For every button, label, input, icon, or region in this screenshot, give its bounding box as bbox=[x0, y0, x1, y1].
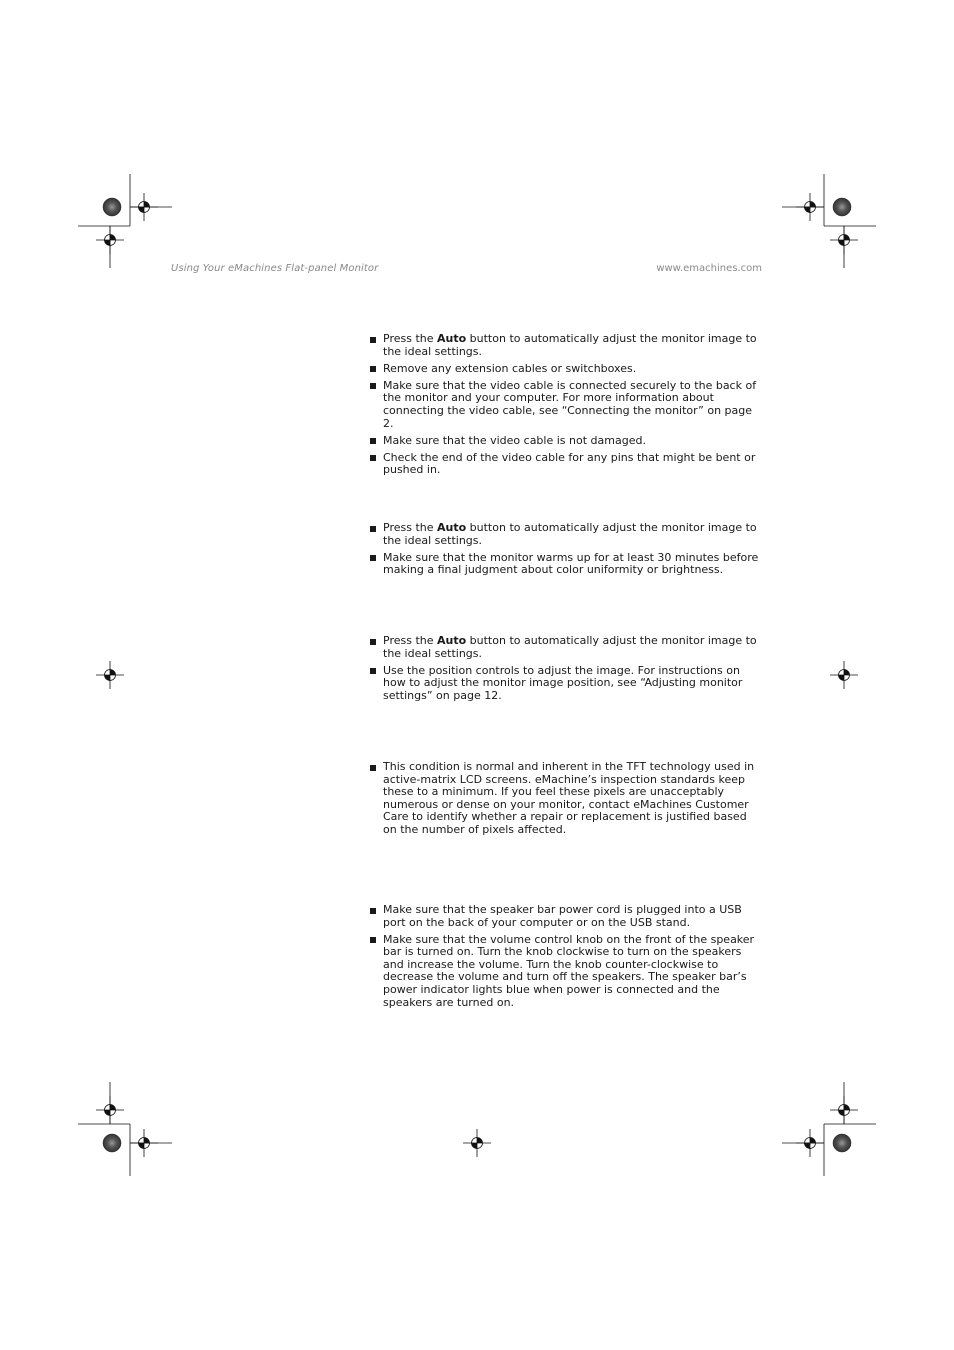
bullet-list-1 bbox=[370, 333, 763, 481]
list-item: Make sure that the video cable is not damaged. bbox=[370, 435, 763, 448]
bullet-square-icon bbox=[370, 438, 376, 444]
list-item: Press the Auto button to automatically adjust the monitor image to the ideal settings. bbox=[370, 333, 763, 358]
bullet-square-icon bbox=[370, 383, 376, 389]
bullet-square-icon bbox=[370, 639, 376, 645]
bullet-square-icon bbox=[370, 765, 376, 771]
crop-mark-bottom-left bbox=[78, 1082, 172, 1176]
bullet-list-3 bbox=[370, 635, 763, 707]
running-header-url: www.emachines.com bbox=[656, 263, 762, 274]
list-item: This condition is normal and inherent in the TFT technology used in active-matrix LCD screens. eMachine’s inspection standards keep these to a minimum. If you feel these pixels are unacceptably numerous or dense on your monitor, contact eMachines Customer Care to identify whether a repair or replacement is justified based on the number of pixels affected. bbox=[370, 761, 763, 837]
list-item: Remove any extension cables or switchboxes. bbox=[370, 363, 763, 376]
list-item: Make sure that the video cable is connected securely to the back of the monitor and your computer. For more information about connecting the video cable, see “Connecting the monitor” on page 2. bbox=[370, 380, 763, 430]
list-item: Make sure that the volume control knob on the front of the speaker bar is turned on. Turn the knob clockwise to turn on the speakers and increase the volume. Turn the knob counter-clockwise to decrease the volume and turn off the speakers. The speaker bar’s power indicator lights blue when power is connected and the speakers are turned on. bbox=[370, 934, 763, 1010]
registration-mark-bottom bbox=[463, 1129, 491, 1157]
bullet-square-icon bbox=[370, 908, 376, 914]
registration-mark-left bbox=[96, 661, 124, 689]
list-item: Make sure that the speaker bar power cord is plugged into a USB port on the back of your computer or on the USB stand. bbox=[370, 904, 763, 929]
bullet-square-icon bbox=[370, 555, 376, 561]
list-item: Make sure that the monitor warms up for at least 30 minutes before making a final judgment about color uniformity or brightness. bbox=[370, 552, 763, 577]
bullet-list-5 bbox=[370, 904, 763, 1014]
list-item: Press the Auto button to automatically adjust the monitor image to the ideal settings. bbox=[370, 522, 763, 547]
bullet-square-icon bbox=[370, 668, 376, 674]
crop-mark-bottom-right bbox=[782, 1082, 876, 1176]
bullet-square-icon bbox=[370, 337, 376, 343]
bullet-list-2 bbox=[370, 522, 763, 581]
bullet-list-4 bbox=[370, 761, 763, 841]
bullet-square-icon bbox=[370, 937, 376, 943]
list-item: Press the Auto button to automatically adjust the monitor image to the ideal settings. bbox=[370, 635, 763, 660]
bullet-square-icon bbox=[370, 526, 376, 532]
bullet-square-icon bbox=[370, 455, 376, 461]
crop-mark-top-right bbox=[782, 174, 876, 268]
list-item: Use the position controls to adjust the image. For instructions on how to adjust the monitor image position, see “Adjusting monitor settings” on page 12. bbox=[370, 665, 763, 703]
running-header-title: Using Your eMachines Flat-panel Monitor bbox=[171, 263, 379, 274]
list-item: Check the end of the video cable for any pins that might be bent or pushed in. bbox=[370, 452, 763, 477]
bullet-square-icon bbox=[370, 366, 376, 372]
crop-mark-top-left bbox=[78, 174, 172, 268]
registration-mark-right bbox=[830, 661, 858, 689]
